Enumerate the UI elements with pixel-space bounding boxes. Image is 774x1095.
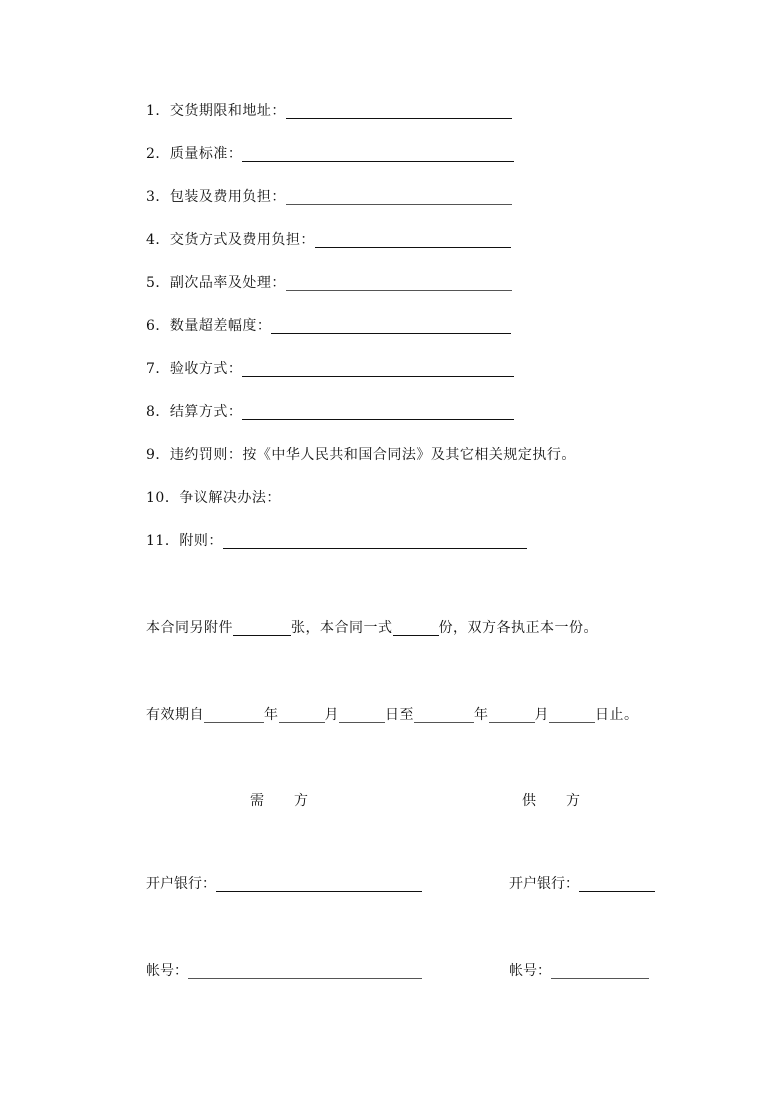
buyer-heading: 需方 [250, 793, 338, 809]
buyer-account-line [146, 960, 422, 980]
clause-1-blank[interactable] [286, 103, 512, 119]
validity-year-2: 年 [474, 707, 489, 723]
clause-2-blank[interactable] [242, 146, 514, 162]
clause-label: 6．数量超差幅度： [146, 318, 272, 334]
start-day-blank[interactable] [339, 707, 385, 723]
seller-bank-blank[interactable] [579, 876, 655, 892]
attachments-text-1: 本合同另附件 [146, 620, 233, 636]
buyer-account-label: 帐号： [146, 963, 188, 979]
clause-label: 2．质量标准： [146, 146, 243, 162]
validity-line [146, 704, 639, 724]
clause-label: 10．争议解决办法： [146, 490, 281, 506]
copies-count-blank[interactable] [393, 620, 439, 636]
clause-label: 7．验收方式： [146, 361, 243, 377]
clause-9 [146, 444, 576, 464]
clause-11 [146, 530, 527, 550]
clause-8-blank[interactable] [242, 404, 514, 420]
clause-3 [146, 186, 512, 206]
clause-11-blank[interactable] [223, 533, 527, 549]
attachment-count-blank[interactable] [233, 620, 291, 636]
end-day-blank[interactable] [549, 707, 595, 723]
validity-month-1: 月 [324, 707, 339, 723]
clause-7-blank[interactable] [242, 361, 514, 377]
validity-prefix: 有效期自 [146, 707, 204, 723]
buyer-bank-line [146, 873, 422, 893]
seller-bank-label: 开户银行： [509, 876, 579, 892]
clause-4-blank[interactable] [315, 232, 511, 248]
clause-label: 9．违约罚则：按《中华人民共和国合同法》及其它相关规定执行。 [146, 447, 576, 463]
clause-label: 5．副次品率及处理： [146, 275, 286, 291]
clause-1 [146, 100, 512, 120]
clause-label: 11．附则： [146, 533, 223, 549]
clause-8 [146, 401, 514, 421]
clause-6-blank[interactable] [271, 318, 511, 334]
validity-year-1: 年 [264, 707, 279, 723]
clause-6 [146, 315, 511, 335]
clause-3-blank[interactable] [286, 189, 512, 205]
clause-label: 8．结算方式： [146, 404, 243, 420]
buyer-bank-blank[interactable] [216, 876, 422, 892]
start-year-blank[interactable] [204, 707, 264, 723]
seller-account-blank[interactable] [551, 963, 649, 979]
validity-day-1: 日至 [385, 707, 414, 723]
buyer-account-blank[interactable] [188, 963, 422, 979]
clause-7 [146, 358, 514, 378]
attachments-text-2: 张，本合同一式 [291, 620, 393, 636]
clause-5-blank[interactable] [286, 275, 512, 291]
attachments-text-3: 份，双方各执正本一份。 [438, 620, 598, 636]
seller-account-label: 帐号： [509, 963, 551, 979]
clause-label: 1．交货期限和地址： [146, 103, 286, 119]
end-month-blank[interactable] [489, 707, 535, 723]
seller-account-line [509, 960, 649, 980]
clause-2 [146, 143, 514, 163]
buyer-bank-label: 开户银行： [146, 876, 216, 892]
clause-5 [146, 272, 512, 292]
clause-label: 4．交货方式及费用负担： [146, 232, 315, 248]
clause-4 [146, 229, 511, 249]
clause-label: 3．包装及费用负担： [146, 189, 286, 205]
end-year-blank[interactable] [414, 707, 474, 723]
attachments-line [146, 617, 598, 637]
seller-heading: 供方 [522, 793, 610, 809]
clause-10 [146, 487, 281, 507]
start-month-blank[interactable] [279, 707, 325, 723]
validity-day-2: 日止。 [595, 707, 639, 723]
validity-month-2: 月 [534, 707, 549, 723]
seller-bank-line [509, 873, 655, 893]
